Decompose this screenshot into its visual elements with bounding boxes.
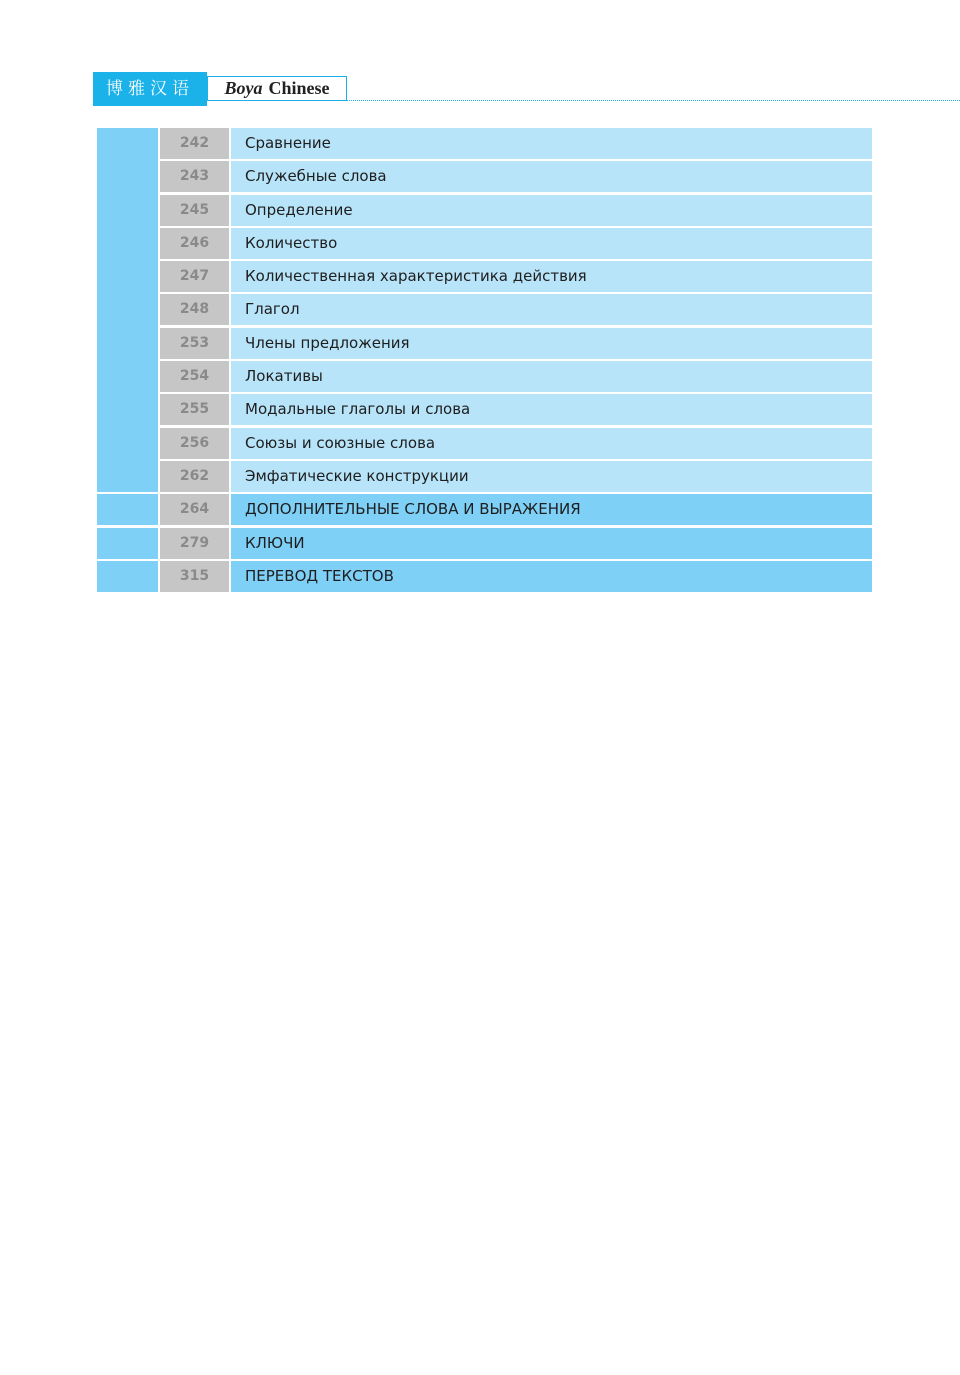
toc-entry[interactable]	[158, 328, 872, 359]
toc-page-number: 247	[160, 261, 229, 292]
toc-page-number: 255	[160, 394, 229, 425]
toc-subsection-list	[158, 128, 872, 492]
toc-entry[interactable]	[158, 228, 872, 259]
page-header	[93, 72, 960, 106]
toc-entry[interactable]	[158, 428, 872, 459]
toc-entry-title: Глагол	[231, 294, 872, 325]
series-title-boya: Boya	[224, 78, 263, 98]
toc-entry-title: Сравнение	[231, 128, 872, 159]
toc-page-number: 246	[160, 228, 229, 259]
toc-entry[interactable]	[158, 161, 872, 192]
toc-page-number: 243	[160, 161, 229, 192]
toc-entry-title: Количество	[231, 228, 872, 259]
toc-entry[interactable]	[158, 294, 872, 325]
toc-page-number: 253	[160, 328, 229, 359]
toc-section-title: ДОПОЛНИТЕЛЬНЫЕ СЛОВА И ВЫРАЖЕНИЯ	[231, 494, 872, 525]
toc-page-number: 245	[160, 195, 229, 226]
toc-entry-title: Члены предложения	[231, 328, 872, 359]
toc-side-cell	[97, 561, 158, 592]
toc-subsection-block	[97, 128, 872, 492]
series-title-chinese-word: Chinese	[268, 78, 330, 98]
toc-entry-title: Модальные глаголы и слова	[231, 394, 872, 425]
toc-section-entry[interactable]	[97, 528, 872, 559]
toc-section-entry[interactable]	[97, 494, 872, 525]
toc-side-cell	[97, 528, 158, 559]
series-title-english	[207, 76, 347, 101]
toc-entry-title: Локативы	[231, 361, 872, 392]
toc-page-number: 279	[160, 528, 229, 559]
toc-section-title: КЛЮЧИ	[231, 528, 872, 559]
toc-section-title: ПЕРЕВОД ТЕКСТОВ	[231, 561, 872, 592]
header-dotted-rule	[347, 100, 960, 101]
toc-page-number: 248	[160, 294, 229, 325]
toc-page-number: 256	[160, 428, 229, 459]
toc-entry[interactable]	[158, 361, 872, 392]
toc-side-bar	[97, 128, 158, 492]
toc-entry-title: Эмфатические конструкции	[231, 461, 872, 492]
toc-page-number: 315	[160, 561, 229, 592]
toc-side-cell	[97, 494, 158, 525]
toc-entry[interactable]	[158, 128, 872, 159]
toc-page-number: 262	[160, 461, 229, 492]
toc-entry-title: Союзы и союзные слова	[231, 428, 872, 459]
toc-section-list	[97, 494, 872, 592]
table-of-contents	[97, 128, 872, 592]
toc-entry-title: Количественная характеристика действия	[231, 261, 872, 292]
toc-entry[interactable]	[158, 261, 872, 292]
toc-page-number: 254	[160, 361, 229, 392]
toc-entry-title: Служебные слова	[231, 161, 872, 192]
toc-page-number: 264	[160, 494, 229, 525]
toc-section-entry[interactable]	[97, 561, 872, 592]
toc-page-number: 242	[160, 128, 229, 159]
toc-entry[interactable]	[158, 394, 872, 425]
series-title-chinese: 博雅汉语	[93, 72, 207, 106]
toc-entry[interactable]	[158, 195, 872, 226]
toc-entry-title: Определение	[231, 195, 872, 226]
toc-entry[interactable]	[158, 461, 872, 492]
